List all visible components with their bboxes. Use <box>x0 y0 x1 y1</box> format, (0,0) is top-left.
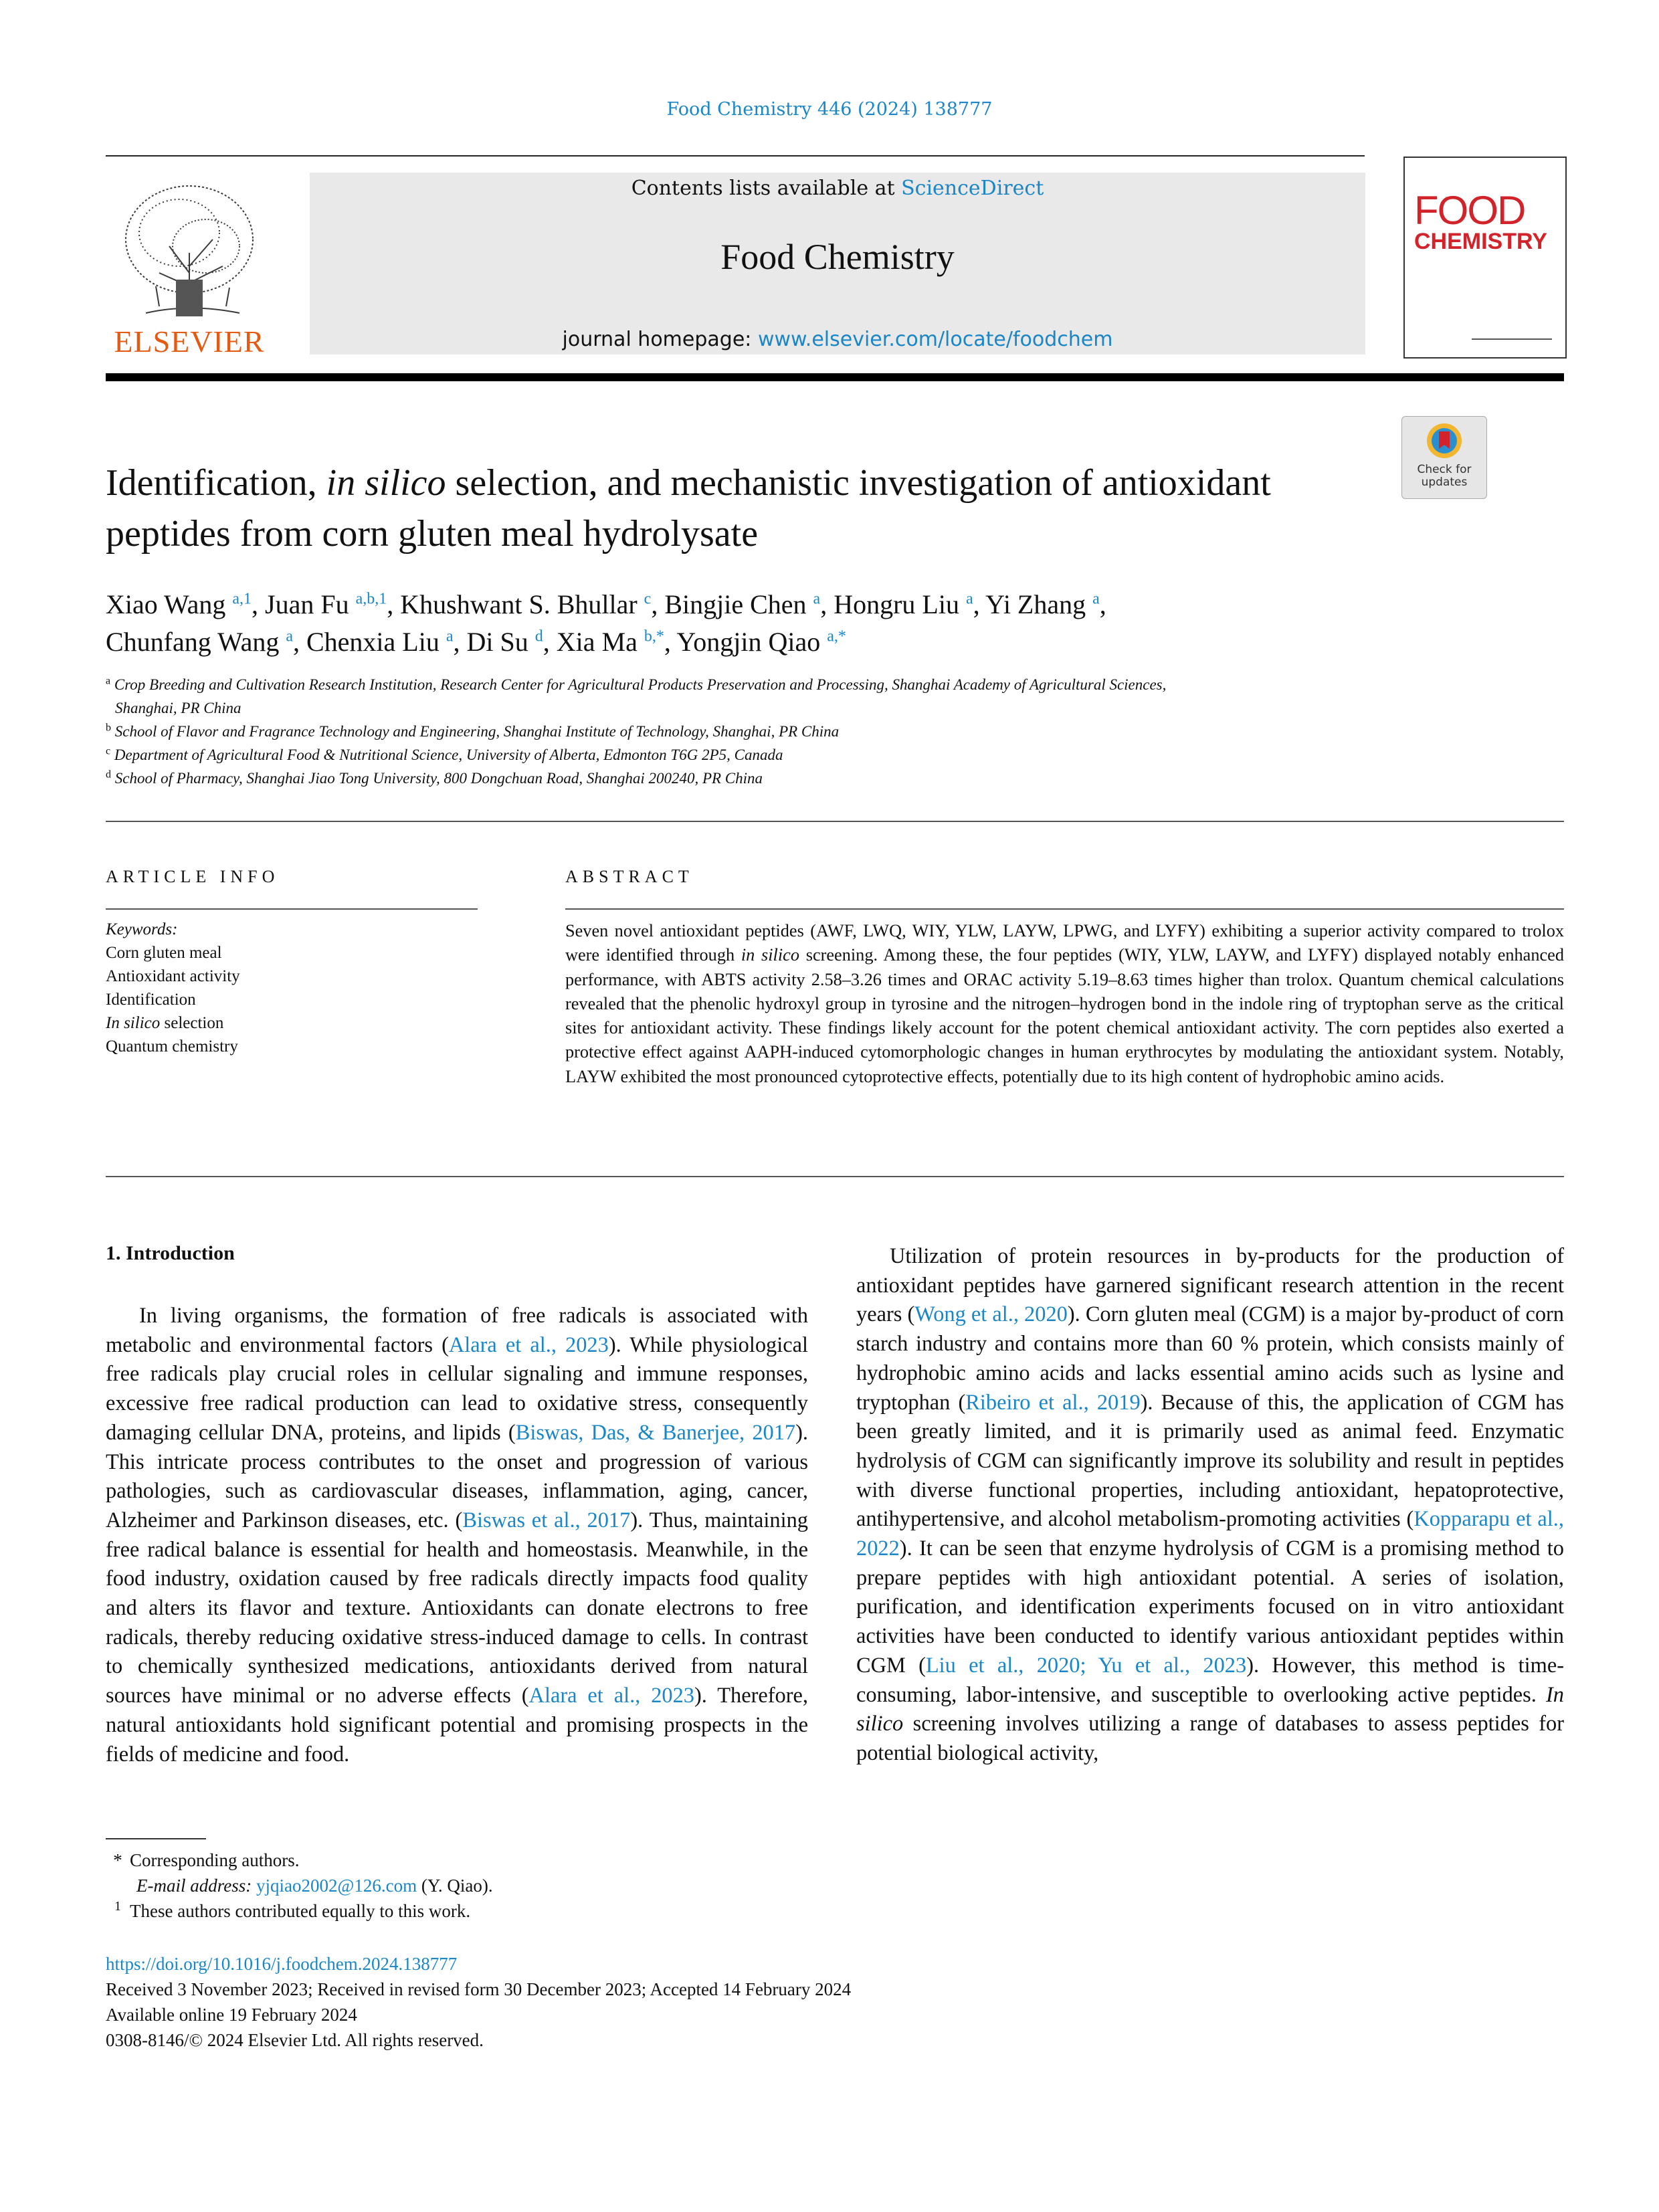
footnote-rule <box>106 1838 206 1839</box>
citation-link[interactable]: Biswas et al., 2017 <box>462 1508 631 1532</box>
check-updates-line1: Check for <box>1417 463 1472 476</box>
homepage-prefix: journal homepage: <box>562 328 758 351</box>
citation-link[interactable]: Alara et al., 2023 <box>528 1684 694 1708</box>
contents-prefix: Contents lists available at <box>631 177 902 200</box>
journal-homepage <box>310 328 1365 351</box>
elsevier-logo <box>106 173 273 361</box>
author[interactable]: Bingjie Chen $^a$, <box>664 589 834 619</box>
keyword: Antioxidant activity <box>106 967 240 985</box>
abstract-heading: ABSTRACT <box>565 867 694 886</box>
intro-paragraph-right: Utilization of protein resources in by-products for the production of antioxidant peptides have garnered significant research attention in the recent years (Wong et al., 2020). Corn gluten meal (CGM) is a major by-product of corn starch industry and contains more than 60 % protein, which consists mainly of hydrophobic amino acids and lacks essential amino acids such as lysine and tryptophan (Ribeiro et al., 2019). Because of this, the application of CGM has been greatly limited, and it is primarily used as animal feed. Enzymatic hydrolysis of CGM can significantly improve its solubility and result in peptides with diverse functional properties, including antioxidant, hepatoprotective, antihypertensive, and alcohol metabolism-promoting activities (Kopparapu et al., 2022). It can be seen that enzyme hydrolysis of CGM is a promising method to prepare peptides with high antioxidant potential. A series of isolation, purification, and identification experiments focused on in vitro antioxidant activities have been conducted to identify various antioxidant peptides within CGM (Liu et al., 2020; Yu et al., 2023). However, this method is time-consuming, labor-intensive, and susceptible to overlooking active peptides. In silico screening involves utilizing a range of databases to assess peptides for potential biological activity, <box>856 1244 1564 1765</box>
masthead-thick-rule <box>106 373 1564 381</box>
article-title <box>106 458 1363 559</box>
keyword: In silico selection <box>106 1014 224 1032</box>
cover-rule <box>1472 338 1552 340</box>
journal-title: Food Chemistry <box>720 237 955 277</box>
cover-title-chemistry: CHEMISTRY <box>1414 229 1547 254</box>
available-online: Available online 19 February 2024 <box>106 2005 357 2025</box>
cover-title-food: FOOD <box>1414 188 1525 233</box>
author-list <box>106 586 1564 661</box>
email-link[interactable]: yjqiao2002@126.com <box>256 1876 417 1896</box>
title-part1: Identification, <box>106 462 326 504</box>
doi-link[interactable]: https://doi.org/10.1016/j.foodchem.2024.138777 <box>106 1954 458 1974</box>
author[interactable]: Yi Zhang $^a$, <box>985 589 1106 619</box>
author[interactable]: Chenxia Liu $^a$, <box>306 627 467 657</box>
abstract-rule <box>565 908 1564 910</box>
author[interactable]: Juan Fu $^{a,b,1}$, <box>265 589 401 619</box>
received-dates: Received 3 November 2023; Received in revised form 30 December 2023; Accepted 14 February 2024 <box>106 1979 852 1999</box>
check-for-updates-button[interactable] <box>1401 416 1487 499</box>
affiliation-d: $^d$ School of Pharmacy, Shanghai Jiao Tong University, 800 Dongchuan Road, Shanghai 200240, PR China <box>106 769 763 787</box>
check-updates-label <box>1402 464 1486 489</box>
keyword: Quantum chemistry <box>106 1037 238 1055</box>
check-updates-icon <box>1424 421 1464 461</box>
title-italic: in silico <box>326 462 446 504</box>
citation-link[interactable]: Biswas, Das, & Banerjee, 2017 <box>515 1420 796 1445</box>
author[interactable]: Di Su $^d$, <box>466 627 557 657</box>
homepage-link[interactable]: www.elsevier.com/locate/foodchem <box>757 328 1113 351</box>
footnote-email: E-mail address: yjqiao2002@126.com (Y. Qiao). <box>136 1876 493 1896</box>
footnotes <box>106 1847 775 1924</box>
keywords-label: Keywords: <box>106 920 178 938</box>
footnote-equal-contribution: 1 These authors contributed equally to this work. <box>114 1899 471 1921</box>
author[interactable]: Yongjin Qiao $^{a,*}$ <box>676 627 846 657</box>
running-head-citation[interactable]: Food Chemistry 446 (2024) 138777 <box>666 99 993 120</box>
affiliation-c: $^c$ Department of Agricultural Food & Nutritional Science, University of Alberta, Edmonton T6G 2P5, Canada <box>106 745 783 763</box>
affiliations <box>106 673 1564 790</box>
citation-link[interactable]: Wong et al., 2020 <box>914 1302 1068 1327</box>
affiliation-b: $^b$ School of Flavor and Fragrance Technology and Engineering, Shanghai Institute of Technology, Shanghai, PR China <box>106 722 840 740</box>
abstract-bottom-rule <box>106 1176 1564 1177</box>
citation-link[interactable]: Liu et al., 2020; Yu et al., 2023 <box>925 1653 1247 1678</box>
journal-masthead <box>310 173 1365 355</box>
citation-link[interactable]: Kopparapu et al., 2022 <box>856 1507 1564 1561</box>
elsevier-wordmark: ELSEVIER <box>114 324 265 359</box>
author[interactable]: Hongru Liu $^a$, <box>834 589 986 619</box>
copyright: 0308-8146/© 2024 Elsevier Ltd. All rights reserved. <box>106 2030 484 2050</box>
intro-paragraph-left: In living organisms, the formation of free radicals is associated with metabolic and environmental factors (Alara et al., 2023). While physiological free radicals play crucial roles in cellular signaling and immune responses, excessive free radical production can lead to oxidative stress, consequently damaging cellular DNA, proteins, and lipids (Biswas, Das, & Banerjee, 2017). This intricate process contributes to the onset and progression of various pathologies, such as cardiovascular diseases, inflammation, aging, cancer, Alzheimer and Parkinson diseases, etc. (Biswas et al., 2017). Thus, maintaining free radical balance is essential for health and homeostasis. Meanwhile, in the food industry, oxidation caused by free radicals directly impacts food quality and alters its flavor and texture. Antioxidants can donate electrons to free radicals, thereby reducing oxidative stress-induced damage to cells. In contrast to chemically synthesized medications, antioxidants derived from natural sources have minimal or no adverse effects (Alara et al., 2023). Therefore, natural antioxidants hold significant potential and promising prospects in the fields of medicine and food. <box>106 1304 809 1767</box>
author[interactable]: Xia Ma $^{b,*}$, <box>556 627 677 657</box>
sciencedirect-link[interactable]: ScienceDirect <box>901 177 1044 200</box>
author[interactable]: Xiao Wang $^{a,1}$, <box>106 589 265 619</box>
section-heading-introduction: 1. Introduction <box>106 1242 235 1264</box>
journal-cover[interactable] <box>1403 157 1567 359</box>
header-rule <box>106 155 1365 157</box>
contents-line <box>310 177 1365 200</box>
article-info-rule <box>106 908 478 910</box>
footnote-corresponding: * Corresponding authors. <box>113 1850 300 1870</box>
citation-link[interactable]: Ribeiro et al., 2019 <box>965 1390 1141 1415</box>
publication-info <box>106 1951 1176 2053</box>
check-updates-line2: updates <box>1421 476 1468 489</box>
author[interactable]: Khushwant S. Bhullar $^c$, <box>400 589 665 619</box>
keyword: Corn gluten meal <box>106 944 222 962</box>
keywords-block <box>106 918 467 1058</box>
citation-link[interactable]: Alara et al., 2023 <box>448 1332 609 1357</box>
keyword: Identification <box>106 991 196 1009</box>
author[interactable]: Chunfang Wang $^a$, <box>106 627 306 657</box>
abstract-text: Seven novel antioxidant peptides (AWF, LWQ, WIY, YLW, LAYW, LPWG, and LYFY) exhibiting a superior activity compared to trolox were identified through in silico screening. Among these, the four peptides (WIY, YLW, LAYW, and LYFY) displayed notably enhanced performance, with ABTS activity 2.58–3.26 times and ORAC activity 5.19–8.63 times higher than trolox. Quantum chemical calculations revealed that the phenolic hydroxyl group in tyrosine and the nitrogen–hydrogen bond in the indole ring of tryptophan serve as the critical sites for antioxidant activity. These findings likely account for the potent chemical antioxidant activity. The corn peptides also exerted a protective effect against AAPH-induced cytomorphologic changes in human erythrocytes by modulating the antioxidant system. Notably, LAYW exhibited the most pronounced cytoprotective effects, potentially due to its high content of hydrophobic amino acids. <box>565 921 1564 1086</box>
article-info-heading: ARTICLE INFO <box>106 867 280 886</box>
affiliation-a: $^a$ Crop Breeding and Cultivation Research Institution, Research Center for Agricultural Products Preservation and Processing, Shanghai Academy of Agricultural Sciences, Shanghai, PR China <box>106 675 1167 716</box>
title-part2: selection, and mechanistic investigation of antioxidant peptides from corn gluten meal hydrolysate <box>106 462 1271 555</box>
affiliations-rule <box>106 821 1564 822</box>
